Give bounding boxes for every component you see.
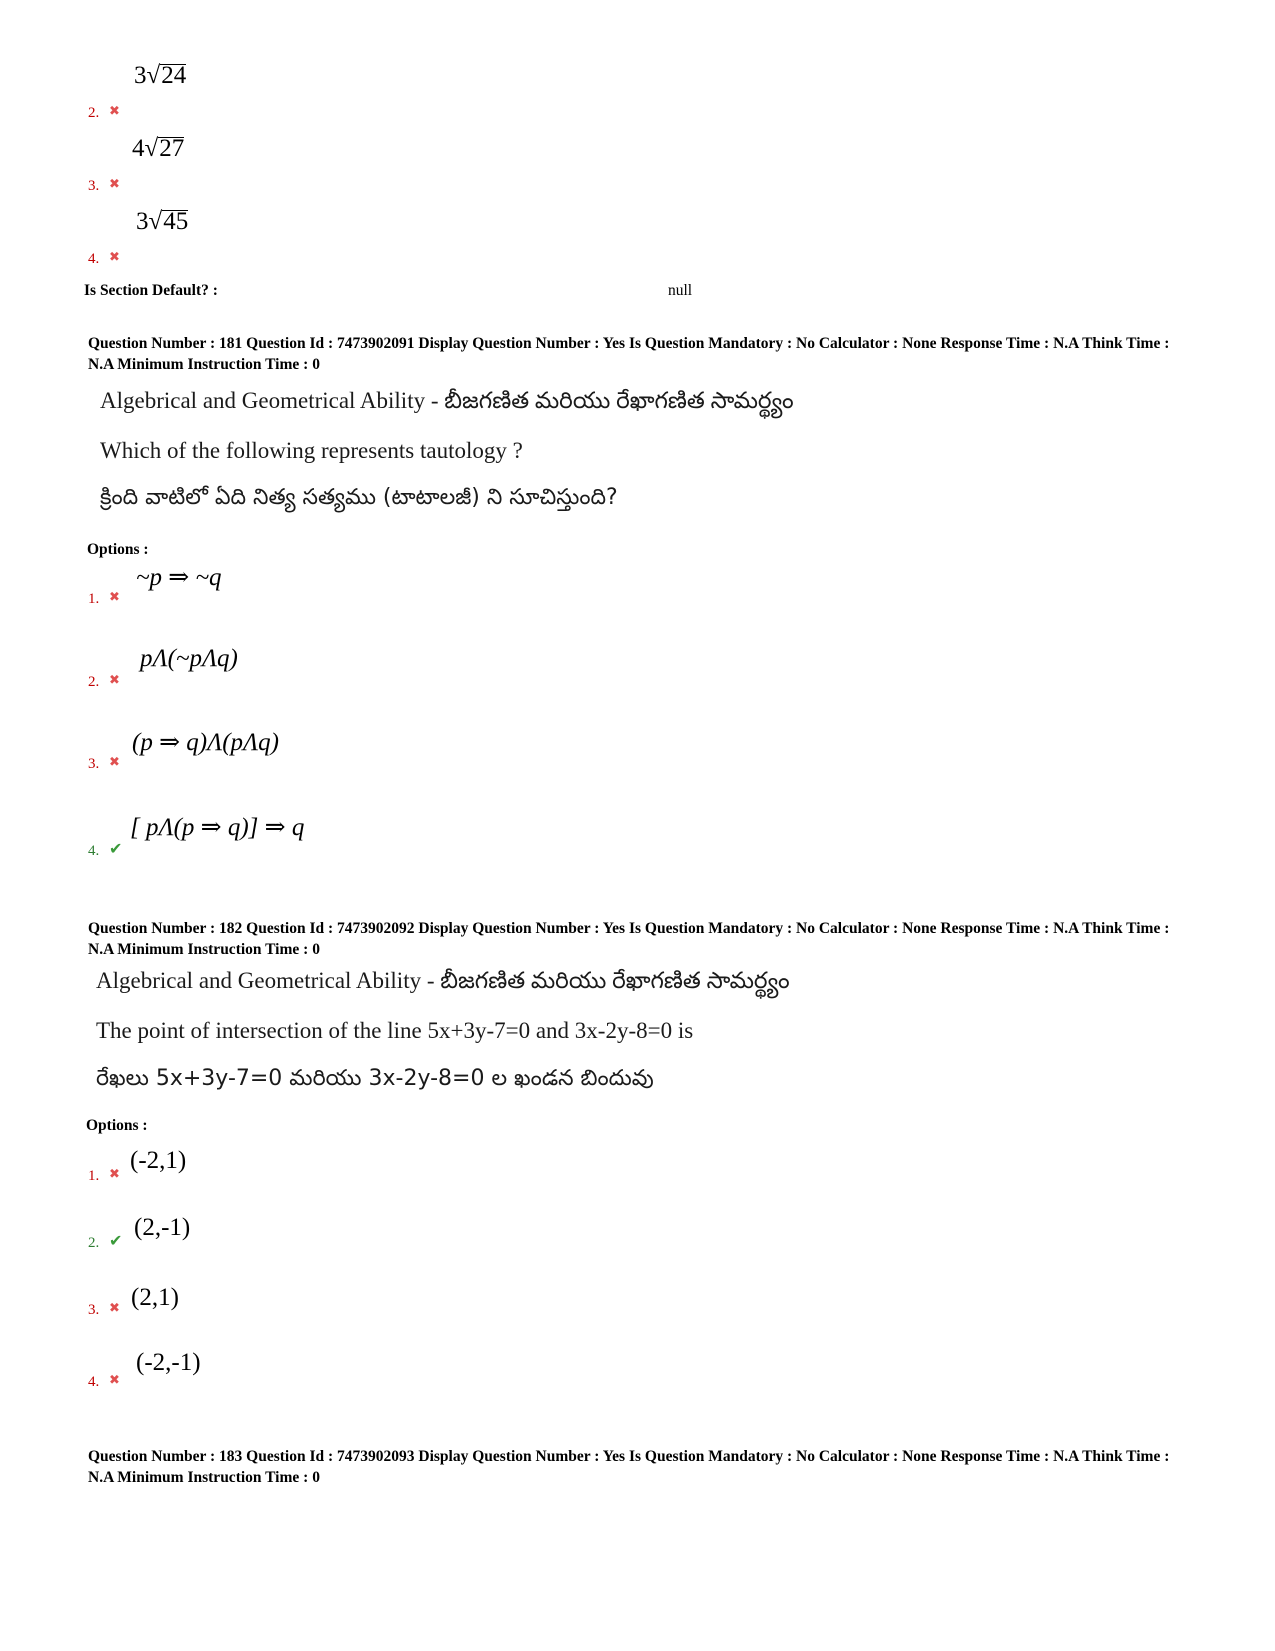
option-number: 2. — [88, 674, 100, 690]
option-value: 3√24 — [134, 62, 187, 89]
check-icon: ✔ — [109, 839, 123, 858]
option-value: (-2,1) — [130, 1147, 187, 1174]
sqrt-coefficient: 3 — [136, 208, 149, 235]
option-row — [88, 1259, 588, 1319]
question-category: Algebrical and Geometrical Ability - బీజగణిత మరియు రేఖాగణిత సామర్థ్యం — [100, 388, 794, 413]
sqrt-radicand: 27 — [159, 135, 185, 162]
option-row — [88, 1192, 588, 1252]
cross-icon: ✖ — [109, 673, 120, 688]
option-row — [88, 135, 588, 195]
option-number: 2. — [88, 1235, 100, 1251]
option-number: 2. — [88, 105, 100, 121]
cross-icon: ✖ — [109, 755, 120, 770]
question-category: Algebrical and Geometrical Ability - బీజగణిత మరియు రేఖాగణిత సామర్థ్యం — [96, 968, 790, 993]
option-value: (-2,-1) — [136, 1349, 201, 1376]
option-number: 1. — [88, 1168, 100, 1184]
section-default-value: null — [668, 282, 693, 299]
option-number: 4. — [88, 1374, 100, 1390]
question-meta: Question Number : 181 Question Id : 7473902091 Display Question Number : Yes Is Question Mandatory : No Calculator : None Response Time : N.A Think Time : N.A Minimum Instruction Time : 0 — [88, 335, 1170, 373]
option-number: 3. — [88, 1302, 100, 1318]
option-value: pΛ(~pΛq) — [140, 645, 238, 672]
option-value: 4√27 — [132, 135, 185, 162]
question-text-telugu: క్రింది వాటిలో ఏది నిత్య సత్యము (టాటాలజీ) ని సూచిస్తుంది? — [100, 485, 618, 510]
cross-icon: ✖ — [109, 590, 120, 605]
sqrt-radicand: 45 — [163, 208, 189, 235]
sqrt-coefficient: 3 — [134, 62, 147, 89]
options-label: Options : — [86, 1117, 148, 1134]
option-row — [88, 548, 588, 608]
question-meta: Question Number : 183 Question Id : 7473902093 Display Question Number : Yes Is Question Mandatory : No Calculator : None Response Time : N.A Think Time : N.A Minimum Instruction Time : 0 — [88, 1448, 1170, 1486]
check-icon: ✔ — [109, 1231, 123, 1250]
question-meta: Question Number : 182 Question Id : 7473902092 Display Question Number : Yes Is Question Mandatory : No Calculator : None Response Time : N.A Think Time : N.A Minimum Instruction Time : 0 — [88, 920, 1170, 958]
cross-icon: ✖ — [109, 1301, 120, 1316]
question-text-english: Which of the following represents tautology ? — [100, 438, 523, 463]
option-value: (2,-1) — [134, 1214, 191, 1241]
option-row — [88, 1125, 588, 1185]
cross-icon: ✖ — [109, 104, 120, 119]
cross-icon: ✖ — [109, 250, 120, 265]
option-value: (2,1) — [131, 1284, 179, 1311]
option-row — [88, 631, 588, 691]
question-text-english: The point of intersection of the line 5x+3y-7=0 and 3x-2y-8=0 is — [96, 1018, 694, 1043]
sqrt-coefficient: 4 — [132, 135, 145, 162]
option-value: 3√45 — [136, 208, 189, 235]
sqrt-radicand: 24 — [161, 62, 187, 89]
option-row — [88, 800, 588, 860]
option-number: 4. — [88, 843, 100, 859]
option-number: 3. — [88, 756, 100, 772]
option-number: 1. — [88, 591, 100, 607]
option-row — [88, 1331, 588, 1391]
option-row — [88, 208, 588, 268]
question-text-telugu: రేఖలు 5x+3y-7=0 మరియు 3x-2y-8=0 ల ఖండన బిందువు — [96, 1066, 654, 1091]
option-number: 3. — [88, 178, 100, 194]
cross-icon: ✖ — [109, 1373, 120, 1388]
cross-icon: ✖ — [109, 1167, 120, 1182]
option-row — [88, 713, 588, 773]
option-value: [ pΛ(p ⇒ q)] ⇒ q — [130, 814, 305, 841]
option-number: 4. — [88, 251, 100, 267]
option-row — [88, 62, 588, 122]
options-label: Options : — [87, 541, 149, 558]
option-value: ~p ⇒ ~q — [136, 564, 222, 591]
option-value: (p ⇒ q)Λ(pΛq) — [132, 729, 279, 756]
section-default-label: Is Section Default? : — [84, 282, 218, 299]
cross-icon: ✖ — [109, 177, 120, 192]
